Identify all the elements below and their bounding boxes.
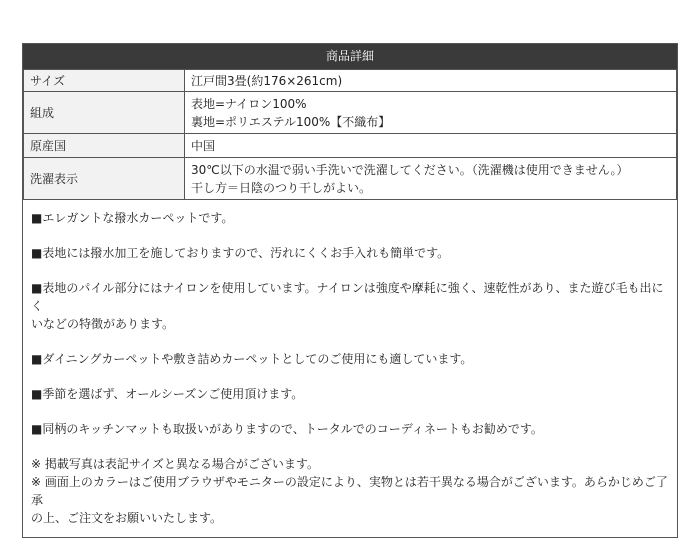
spec-value-line: 江戸間3畳(約176×261cm) <box>191 73 343 88</box>
feature-line: ■エレガントな撥水カーペットです。 <box>31 211 234 225</box>
table-row <box>24 158 677 200</box>
feature-line: ■表地のパイル部分にはナイロンを使用しています。ナイロンは強度や摩耗に強く、速乾性があり、また遊び毛も出にく <box>31 281 664 313</box>
disclaimer-note <box>31 455 671 473</box>
feature-note <box>31 244 671 262</box>
spec-value-composition <box>185 92 677 134</box>
spec-label-origin: 原産国 <box>24 134 185 158</box>
spec-value-line: 干し方＝日陰のつり干しがよい。 <box>191 180 372 195</box>
spec-value-line: 中国 <box>191 138 216 153</box>
spec-value-line: 裏地=ポリエステル100%【不織布】 <box>191 114 391 129</box>
spec-value-origin <box>185 134 677 158</box>
feature-line: いなどの特徴があります。 <box>31 317 175 331</box>
feature-note <box>31 385 671 403</box>
feature-note <box>31 209 671 227</box>
spec-label-size: サイズ <box>24 70 185 92</box>
feature-line: ■表地には撥水加工を施しておりますので、汚れにくくお手入れも簡単です。 <box>31 246 450 260</box>
disclaimer-line: の上、ご注文をお願いいたします。 <box>31 511 223 525</box>
feature-line: ■ダイニングカーペットや敷き詰めカーペットとしてのご使用にも適しています。 <box>31 352 473 366</box>
spec-table <box>23 69 677 200</box>
spec-value-line: 表地=ナイロン100% <box>191 96 307 111</box>
panel-title: 商品詳細 <box>23 44 677 69</box>
spec-value-size <box>185 70 677 92</box>
table-row <box>24 92 677 134</box>
disclaimer-line: ※ 画面上のカラーはご使用ブラウザやモニターの設定により、実物とは若干異なる場合がございます。あらかじめご了承 <box>31 475 668 507</box>
feature-note <box>31 279 671 333</box>
product-detail-panel <box>22 43 678 538</box>
disclaimer-line: ※ 掲載写真は表記サイズと異なる場合がございます。 <box>31 457 319 471</box>
feature-note <box>31 350 671 368</box>
feature-notes <box>23 200 677 527</box>
disclaimer-note <box>31 473 671 527</box>
spec-label-washing: 洗濯表示 <box>24 158 185 200</box>
feature-line: ■同柄のキッチンマットも取扱いがありますので、トータルでのコーディネートもお勧めです。 <box>31 422 543 436</box>
table-row <box>24 134 677 158</box>
feature-note <box>31 420 671 438</box>
spec-value-line: 30℃以下の水温で弱い手洗いで洗濯してください。（洗濯機は使用できません。） <box>191 162 629 177</box>
feature-line: ■季節を選ばず、オールシーズンご使用頂けます。 <box>31 387 304 401</box>
spec-label-composition: 組成 <box>24 92 185 134</box>
spec-value-washing <box>185 158 677 200</box>
table-row <box>24 70 677 92</box>
